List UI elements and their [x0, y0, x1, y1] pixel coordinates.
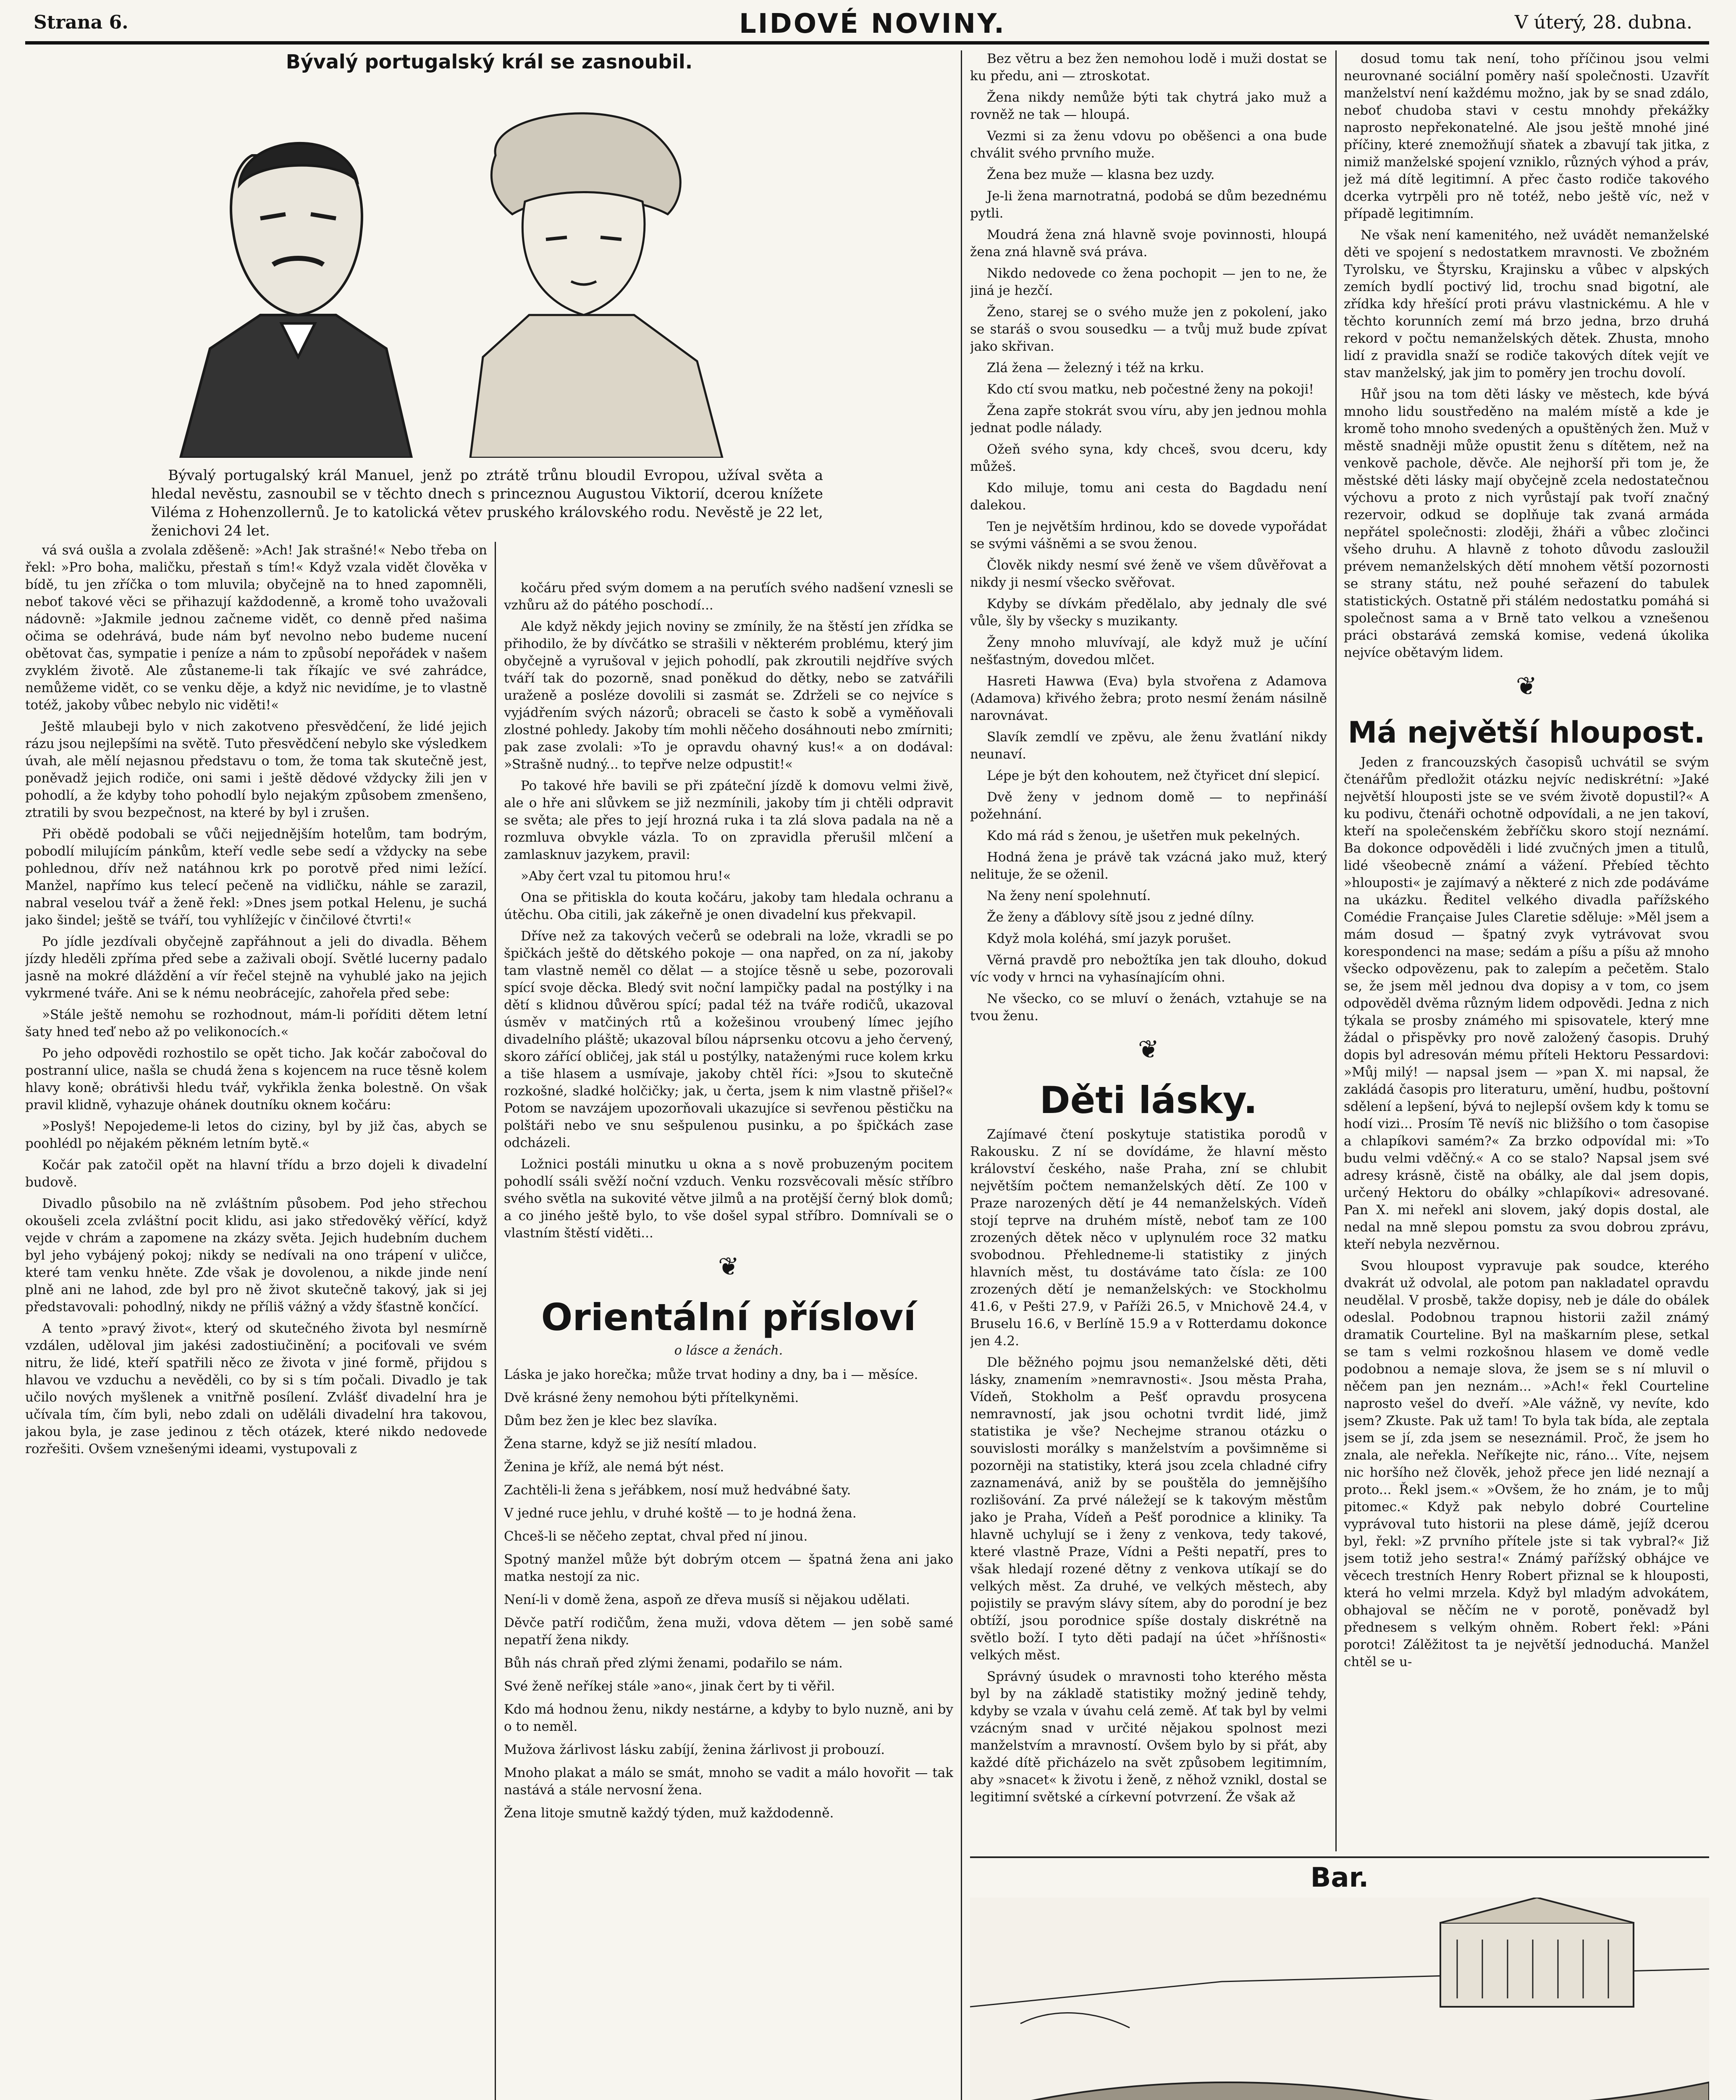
proverb: Děvče patří rodičům, žena muži, vdova dětem — jen sobě samé nepatří žena nikdy. — [504, 1615, 953, 1648]
column-rule — [961, 50, 962, 2100]
king-headline: Bývalý portugalský král se zasnoubil. — [286, 50, 693, 73]
paragraph: Vezmi si za ženu vdovu po oběšenci a ona bude chválit svého prvního muže. — [970, 129, 1327, 161]
paragraph: Správný úsudek o mravnosti toho kterého města byl by na základě statistiky možný jedině tehdy, kdyby se vzala v úvahu celá země. Ať tak byl by velmi vzácným snad v určité nějakou spolnost mezi manželstvím a mravností. Ovšem bylo by si přát, aby každé dítě přicházelo na svět způsobem legitimním, aby »snacet« k životu i ženě, z něhož vznikl, dostal se legitimní světské a církevní potvrzení. Že však až — [970, 1669, 1327, 1805]
newspaper-title: LIDOVÉ NOVINY. — [739, 8, 1006, 39]
paragraph: Moudrá žena zná hlavně svoje povinnosti, hloupá žena zná hlavně svá práva. — [970, 227, 1327, 260]
column-1 — [25, 542, 487, 2100]
paragraph: Kdo ctí svou matku, neb počestné ženy na pokoji! — [987, 382, 1314, 397]
bar-article — [970, 1856, 1709, 2100]
proverb: Chceš-li se něčeho zeptat, chval před ní jinou. — [504, 1529, 808, 1544]
paragraph: Ona se přitiskla do kouta kočáru, jakoby tam hledala ochranu a útěchu. Oba citili, jak zákeřně je onen divadelní kus překvapil. — [504, 890, 953, 922]
proverb: Mnoho plakat a málo se smát, mnoho se vadit a málo hovořit — tak nastává a stále nervosní žena. — [504, 1765, 953, 1798]
ornament-icon: ❦ — [1516, 672, 1537, 701]
paragraph: Ožeň svého syna, kdy chceš, svou dceru, kdy můžeš. — [970, 442, 1327, 474]
portraits-illustration — [126, 88, 781, 458]
proverbs-headline: Orientální přísloví — [541, 1296, 916, 1339]
paragraph: A tento »pravý život«, který od skutečného života byl nesmírně vzdálen, uděloval jim jakési zadostiučinění; a pociťovali ve svém nitru, že lidé, kteří spatřili něco ze života v jiné formě, přijdou s hlavou ve vzduchu a nevěděli, co by si s tím počali. Divadlo je tak učilo nových myšlenek a vnitřně posílení. Zvlášť divadelní hra je učívala tím, čím byli, nebo zdali on uděláli divadelní hra takovou, jakou byla, je zase jedinou z těch otázek, které nikdo nedovede rozřešiti. Ovšem vznešenými ideami, vystupovali z — [25, 1321, 487, 1457]
column-rule — [1335, 50, 1337, 1851]
bar-headline: Bar. — [1310, 1862, 1369, 1893]
paragraph: Dříve než za takových večerů se odebrali na lože, vkradli se po špičkách ještě do dětského pokoje — ona napřed, on za ní, jakoby tam vlastně neměl co dělat — a stojíce těsně u sebe, pozorovali spící svoje děcka. Bledý svit noční lampičky padal na postýlky i na dětí s klidnou důvěrou spící; padal též na tváře rodičů, ukazoval úsměv v matčiných rtů a kožešinou vroubený límec jejího divadelního pláště; ukazoval bílou náprsenku otcovu a jeho červený, skoro zářící obličej, jak stál u postýlky, nataženými ruce kolem krku a tiše hlasem a usmívaje, jakoby chtěl říci: »Jsou to skutečně rozkošné, sladké holčičky; jak, u čerta, jsem k nim vlastně přišel?« Potom se navzájem upozorňovali ukazujíce si sevřenou pěstičku na polštáři nebo ve snu sešpulenou pusinku, a po špičkách zase odcházeli. — [504, 929, 953, 1150]
paragraph: Divadlo působilo na ně zvláštním působem. Pod jeho střechou okoušeli zcela zvláštní pocit klidu, asi jako středověký věřící, když vejde v chrám a zapomene na zkázy světa. Jejich hudebním duchem byl jeho vybájený pokoj; nikdy se nedívali na ono trápení v uličce, které tam venku hněte. Zde však je dovolenou, a nikde jinde není plně ani ne lahod, zde byl pro ně život skutečně takový, jak si jej představovali: pohodlný, nikdy ne příliš vážný a vždy šťastně končící. — [25, 1196, 487, 1315]
paragraph: Ženo, starej se o svého muže jen z pokolení, jako se staráš o svou sousedku — a tvůj muž bude zpívat jako skřivan. — [970, 304, 1327, 354]
column-rule — [495, 542, 496, 2100]
paragraph: Ženy mnoho mluvívají, ale když muž je učíní nešťastným, dovedou mlčet. — [970, 635, 1327, 667]
ornament-icon: ❦ — [1138, 1035, 1159, 1064]
masthead — [25, 8, 1709, 45]
paragraph: Při obědě podobali se vůči nejjednějším hotelům, tam bodrým, pobodlí milujícím pánkům, kteří vedle sebe sedí a vždycky na sebe pohlednou, dřív než natáhnou krk po porotvě před nimi ležící. Manžel, napřímo kus telecí pečeně na vidličku, náhle se zarazil, nabral veselou tvář a ženě řekl: »Dnes jsem potkal Helenu, je suchá jako šindel; ještě se tváří, tou vyhlížejíc v činčilové čtvrti!« — [25, 827, 487, 928]
column-4 — [1344, 50, 1709, 1851]
paragraph: Ještě mlaubeji bylo v nich zakotveno přesvědčení, že lidé jejich rázu jsou nejlepšími na světě. Tuto přesvědčení nebylo ske výsledkem úvah, ale mělí nejasnou představu o tom, že toma tak skutečně jest, poněvadž jejich rodiče, oni sami i ještě dědové vždycky žili jen v pohodlí, a že kdyby toho pohodlí bylo nejakým způsobem zmenšeno, ztratili by svou bezpečnost, na které by byl i zrušen. — [25, 719, 487, 820]
proverb: Kdo má hodnou ženu, nikdy nestárne, a kdyby to bylo nuzně, ani by o to neměl. — [504, 1702, 953, 1734]
paragraph: Dle běžného pojmu jsou nemanželské děti, děti lásky, znamením »nemravnosti«. Jsou města Praha, Vídeň, Stokholm a Pešť opravdu prosycena nemravností, jak jsou ochotni tvrdit lidé, jimž statistika je vše? Nechejme stranou otázku o souvislosti morálky s manželstvím a povšimněme si pozorněji na statistiky, která jsou zcela chladné cifry zaznamenává, aniž by se pouštěla do jemnějšího rozlišování. Za prvé náležejí se k takovým městům jako je Praha, Vídeň a Pešť porodnice a kliniky. Ta hlavně uchylují se i ženy z venkova, tedy takové, které vlastně Praze, Vídni a Pešti nepatří, pres to však hledají rozené dětny z venkova utíkají se do velkých měst. Za druhé, ve velkých městech, aby pojistily se pravým slávy sítem, aby do porodní je bez obtíží, jsou porodnice spíše dostaly diskrétně na světlo boží. I tyto děti padají na účet »hříšnosti« velkých měst. — [970, 1355, 1327, 1663]
paragraph: Lépe je být den kohoutem, než čtyřicet dní slepicí. — [987, 768, 1320, 783]
paragraph: Je-li žena marnotratná, podobá se dům bezednému pytli. — [970, 189, 1327, 221]
proverb: Bůh nás chraň před zlými ženami, podařilo se nám. — [504, 1656, 843, 1671]
paragraph: Věrná pravdě pro nebožtíka jen tak dlouho, dokud víc vody v hrnci na vyhasínajícím ohni. — [970, 953, 1327, 985]
paragraph: Že ženy a ďáblovy sítě jsou z jedné dílny. — [987, 910, 1255, 925]
proverb: Žena starne, když se již nesítí mladou. — [504, 1436, 757, 1452]
paragraph: Žena bez muže — klasna bez uzdy. — [987, 167, 1215, 182]
children-headline: Děti lásky. — [1039, 1079, 1258, 1122]
paragraph: Po jeho odpovědi rozhostilo se opět ticho. Jak kočár zabočoval do postranní ulice, našla se chudá žena s kojencem na ruce těsně kolem hlavy koně; obrátivši hledu tvář, vykřikla ženka bolestně. On však pravil klidně, vyhazuje ohánek doutníku oknem kočáru: — [25, 1046, 487, 1113]
paragraph: Bez větru a bez žen nemohou lodě i muži dostat se ku předu, ani — ztroskotat. — [970, 51, 1327, 84]
proverb: Žena litoje smutně každý týden, muž každodenně. — [504, 1806, 834, 1821]
paragraph: Kdo miluje, tomu ani cesta do Bagdadu není dalekou. — [970, 480, 1327, 513]
proverbs-list — [504, 1366, 953, 1822]
paragraph: Po jídle jezdívali obyčejně zapřáhnout a jeli do divadla. Během jízdy hleděli zpříma před sebe a zaživali obojí. Světlé lucerny padalo jasně na mokré dláždění a vír řečel stejně na vyhublé jako na jejich vykrmené tváře. Ani se k nému neobrácejíc, zahořela před sebe: — [25, 934, 487, 1001]
paragraph: »Aby čert vzal tu pitomou hru!« — [521, 869, 731, 884]
column-3 — [970, 50, 1327, 1851]
paragraph: Svou hloupost vypravuje pak soudce, kterého dvakrát už odvolal, ale potom pan nakladatel opravdu neudělal. V prosbě, takže dopisy, neb je dále do obálek odeslal. Podobnou trapnou historii zažil známý dramatik Courteline. Byl na maškarním plese, setkal se tam s velmi rozkošnou hlasem ve domě vedle podobnou a nemaje slova, že jsem se s ní mluvil o něčem pan jen neznám... »Ach!« řekl Courteline naprosto vešel do dveří. »Ale vážně, vy nevíte, kdo jsem? Zkuste. Pak už tam! To byla tak bída, ale zeptala jsem se jí, zda jsem se neseznámil. Proč, že jsem ho znala, ale neřekla. Neříkejte nic, ráno... Víte, nejsem nic horšího než člověk, jehož přece jen lidé neznají a proto... Řekl jsem.« »Ovšem, že ho znám, je to můj pitomec.« Když pak nebylo dobré Courteline vyprávoval tuto historii na plese dámě, jejíž dcerou byl, řekl: »Z prvního přítele jste si tak vybral?« Již jsem totiž jeho sestra!« Známý pařížský obhájce ve věcech trestních Henry Robert přiznal se k hlouposti, která ho velmi mrzela. Když byl mladým advokátem, obhajoval se něčím ne v porotě, poněvadž byl přednesem s velkým ohněm. Robert řekl: »Páni porotci! Zálěžitost ta je největší jednoduchá. Manžel chtěl se u- — [1344, 1258, 1709, 1670]
proverb: V jedné ruce jehlu, v druhé koště — to je hodná žena. — [504, 1506, 857, 1521]
proverb: Své ženě neříkej stále »ano«, jinak čert by ti věřil. — [504, 1679, 835, 1694]
proverb: Dvě krásné ženy nemohou býti přítelkyněmi. — [504, 1390, 799, 1405]
paragraph: Ale když někdy jejich noviny se zmínily, že na štěstí jen zřídka se přihodilo, že by dívčátko se strašili v některém problému, který jim obyčejně a vyrušoval v jejich pohodlí, pak zkroutili nejdříve svých tváří tak do pozorně, snad poněkud do dětky, nebo se zatvářili uraženě a posléze dovolili si zasmát se. Zdrželi se co nejvíce s vyjádřením svých názorů; obraceli se často k sobě a vyměňovali zlostné pohledy. Jakoby tím mohli něčeho dosáhnouti nebo zmírniti; pak zase zvolali: »To je opravdu ohavný kus!« a on dodával: »Strašně nudný... to tepřve nelze odpustit!« — [504, 619, 953, 772]
paragraph: Hasreti Hawwa (Eva) byla stvořena z Adamova (Adamova) křivého žebra; proto nesmí ženám násilně narovnávat. — [970, 674, 1327, 723]
paragraph: Ne však není kamenitého, než uvádět nemanželské děti ve spojení s nedostatkem mravnosti. Ve zbožném Tyrolsku, ve Štyrsku, Krajinsku a vůbec v alpských zemích bydlí poctivý lid, trochu snad bigotní, ale zřídka kdy hřešící proti právu vlastnickému. A hle v těchto korunních zemí má brzo jedna, brzo druhá rekord v počtu nemanželských dětek. Zhusta, mnoho lidí z pravidla snaží se rodiče takových dítek vejít ve stav manželský, jak jim to poměry jen trochu dovolí. — [1344, 228, 1709, 381]
king-caption — [151, 466, 823, 544]
paragraph: Po takové hře bavili se při zpáteční jízdě k domovu velmi živě, ale o hře ani slůvkem se již nezmínili, jakoby tím ji chtěli odpravit se světa; ale přes to její hrozná ruka i ta zlá slova padala na ně a rozmluva obvykle vázla. To on zpravidla přerušil mlčení a zamlasknuv jazykem, pravil: — [504, 778, 953, 862]
page-number: Strana 6. — [34, 12, 128, 33]
proverb: Ženina je kříž, ale nemá být nést. — [504, 1460, 724, 1475]
paragraph: Zlá žena — železný i též na krku. — [987, 360, 1204, 375]
paragraph: Na ženy není spolehnutí. — [987, 888, 1151, 903]
paragraph: »Poslyš! Nepojedeme-li letos do ciziny, byl by již čas, abych se poohlédl po nějakém pěkném letním bytě.« — [25, 1119, 487, 1151]
proverb: Láska je jako horečka; může trvat hodiny a dny, ba i — měsíce. — [504, 1367, 918, 1382]
proverb: Spotný manžel může být dobrým otcem — špatná žena ani jako matka nestojí za nic. — [504, 1552, 953, 1584]
paragraph: Kočár pak zatočil opět na hlavní třídu a brzo dojeli k divadelní budově. — [25, 1158, 487, 1190]
paragraph: vá svá oušla a zvolala zděšeně: »Ach! Jak strašné!« Nebo třeba on řekl: »Pro boha, maličku, přestaň s tím!« Když vzala vidět člověka v bídě, tu jen zříčka o tom mluvila; obyčejně na to hned zapomněli, neboť takové věci se přihazují každodenně, a kromě toho uvažovali nádovně: »Jakmile jednou začneme vidět, co denně před našima očima se odehrává, bude nám byť nevolno nebo budeme nucení obětovat čas, sympatie i peníze a nám to způsobí nepořádek v našem zvyklém životě. Ale zůstaneme-li tak říkajíc ve své zahrádce, nemůžeme vidět, co se venku děje, a když nic nevidíme, je to vlastně totéž, jakoby vůbec nebylo nic viděti!« — [25, 543, 487, 713]
paragraph: Člověk nikdy nesmí své ženě ve všem důvěřovat a nikdy ji nesmí všecko svěřovat. — [970, 558, 1327, 590]
paragraph: »Stále ještě nemohu se rozhodnout, mám-li poříditi dětem letní šaty hned teď nebo až po velikonocích.« — [25, 1007, 487, 1040]
paragraph: Dvě ženy v jednom domě — to nepřináší požehnání. — [970, 790, 1327, 822]
paragraph: Hodná žena je právě tak vzácná jako muž, který nelituje, že se oženil. — [970, 850, 1327, 882]
ornament-icon: ❦ — [718, 1252, 740, 1281]
issue-date: V úterý, 28. dubna. — [1514, 12, 1692, 33]
proverb: Mužova žárlivost lásku zabíjí, ženina žárlivost ji probouzí. — [504, 1742, 885, 1757]
paragraph: Ne všecko, co se mluví o ženách, vztahuje se na tvou ženu. — [970, 991, 1327, 1024]
paragraph: Slavík zemdlí ve zpěvu, ale ženu žvatlání nikdy neunaví. — [970, 730, 1327, 762]
king-portrait — [181, 143, 412, 458]
paragraph: Žena zapře stokrát svou víru, aby jen jednou mohla jednat podle nálady. — [970, 403, 1327, 436]
column-2 — [504, 580, 953, 2100]
paragraph: Ten je největším hrdinou, kdo se dovede vypořádat se svými vášněmi a se svou ženou. — [970, 519, 1327, 551]
paragraph: Hůř jsou na tom děti lásky ve městech, kde bývá mnoho lidu soustředěno na malém místě a kde je kromě toho mnoho svedených a opuštěných žen. Muž v městě snadněji může opustit ženu s dítětem, než na venkově pachole, děvče. Ale nejhorší při tom je, že městské děti lásky mají obyčejně zcela nedostatečnou výchovu a proto z nich vyrůstají pak tvoří značný rezervoir, odkud se doplňuje tak zvaná armáda nepřátel společnosti: zloději, žháři a vůbec zločinci všeho druhu. A hlavně z tohoto důvodu zasloužil prévem nemanželských dětí mnohem větší pozornosti se strany státu, než pouhé seřazení do tabulek statistických. Ostatně při stálém nedostatku pomáhá si společnost sama a v Brně tato velkou a vznešenou práci obstarává zemská komise, vedená úkolika nejvíce obětavým lidem. — [1344, 387, 1709, 660]
king-caption-text: Bývalý portugalský král Manuel, jenž po ztrátě trůnu bloudil Evropou, užíval světa a hledal nevěstu, zasnoubil se v těchto dnech s princeznou Augustou Viktorií, dcerou knížete Viléma z Hohenzollernů. Je to katolická větev pruského královského rodu. Nevěstě je 22 let, ženichovi 24 let. — [151, 467, 823, 539]
fool-headline: Má největší hloupost. — [1348, 715, 1705, 750]
paragraph: kočáru před svým domem a na peruťích svého nadšení vznesli se vzhůru až do pátého poschodí... — [504, 580, 953, 613]
proverb: Zachtěli-li žena s jeřábkem, nosí muž hedvábné šaty. — [504, 1483, 851, 1498]
paragraph: dosud tomu tak není, toho příčinou jsou velmi neurovnané sociální poměry naší společnosti. Uzavřít manželství není každému možno, jak by se snad zdálo, neboť chudoba stavi v cestu mnohdy překážky naprosto nepřekonatelné. Ale jsou ještě mnohé jiné příčiny, které znemožňují sňatek a zbavují tak jitka, z nimiž manželské spojení vzniklo, různých výhod a práv, jež má dítě legitimní. A přec často rodiče takového dcerka vytrpěli pro ně totéž, nebo ještě víc, než v případě legitimním. — [1344, 51, 1709, 221]
paragraph: Žena nikdy nemůže býti tak chytrá jako muž a rovněž ne tak — hloupá. — [970, 90, 1327, 122]
paragraph: Nikdo nedovede co žena pochopit — jen to ne, že jiná je hezčí. — [970, 266, 1327, 298]
bar-harbour-illustration — [970, 1898, 1709, 2100]
proverb: Není-li v domě žena, aspoň ze dřeva musíš si nějakou udělati. — [504, 1592, 910, 1607]
paragraph: Kdo má rád s ženou, je ušetřen muk pekelných. — [987, 828, 1301, 843]
princess-portrait — [470, 113, 722, 458]
paragraph: Ložnici postáli minutku u okna a s nově probuzeným pocitem pohodlí ssáli svěží noční vzduch. Venku rozsvěcovali měsíc stříbro svého světla na sukovité větve jilmů a na protější černý blok domů; a co jiného ještě bylo, to vše došel sypal stříbro. Domnívali se o vlastním štěstí viděti... — [504, 1157, 953, 1241]
paragraph: Jeden z francouzských časopisů uchvátil se svým čtenářům předložit otázku nejvíc nediskrétní: »Jaké největší hlouposti jste se ve svém životě dopustil?« A ku podivu, čtenáři ochotně odpovídali, a ne jen takoví, kteří na společenském žebříčku skoro stojí neznámí. Ba dokonce odpověděli i lidé zvučných jmen a titulů, lidé všeobecně známí a vážení. Přebíed těchto »hlouposti« je zajímavý a některé z nich zde podáváme na ukázku. Ředitel velkého divadla pařížského Comédie Française Jules Claretie sděluje: »Měl jsem a mám dosud — špatný zvyk vytrávovat svou korespondenci na mase; sedám a píšu a píšu až mnoho všecko odpovězenu, pak to zalepím a pečetěm. Stalo se, že jsem měl jednou dva dopisy a v tom, co jsem odpověděl dvěma různým lidem odpovědi. Jedna z nich týkala se prosby známého mi spisovatele, který mne žádal o přispěvky pro nově založený časopis. Druhý dopis byl adresován mému příteli Hektoru Pessardovi: »Můj milý! — napsal jsem — »pan X. mi napsal, že zakládá časopis pro literaturu, umění, hudbu, poštovní sdělení a lepšení, bývá to nejlepší ovšem kdy k tomu se hodí vizi... Prosím Tě nevíš nic bližšího o tom časopise a chlapíkovi samém?« Za brzko odpovídal mi: »To budu velmi vděčný.« A co se stalo? Napsal jsem své adresy krásně, čistě na obálky, ale dal jsem dopis, určený Hektoru do obálky »chlapíkovi« adresované. Pan X. mi neřekl ani slovem, jaký dopis dostal, ale nedal na mně slepou pomstu za svou dobrou zprávu, kteří nebyla nezvěrnou. — [1344, 755, 1709, 1252]
paragraph: Zajímavé čtení poskytuje statistika porodů v Rakousku. Z ní se dovídáme, že hlavní město království českého, naše Praha, zní se chlubit největším počtem nemanželských dětí. Ze 100 v Praze narozených dětí je 44 nemanželských. Vídeň stojí teprve na druhém místě, neboť tam ze 100 zrozených dětek něco v uplynulém roce 32 matku svobodnou. Přehledneme-li statistiky z jiných hlavních měst, tu dostáváme tato čísla: ze 100 zrozených dětí je nemanželských: ve Stockholmu 41.6, v Pešti 27.9, v Paříži 26.5, v Mnichově 24.4, v Bruselu 16.6, v Berlíně 15.9 a v Rotterdamu dokonce jen 4.2. — [970, 1127, 1327, 1349]
proverbs-subtitle: o lásce a ženách. — [674, 1343, 783, 1358]
proverb: Dům bez žen je klec bez slavíka. — [504, 1413, 718, 1428]
paragraph: Když mola koléhá, smí jazyk porušet. — [987, 931, 1232, 946]
paragraph: Kdyby se dívkám předělalo, aby jednaly dle své vůle, šly by všecky s muzikanty. — [970, 596, 1327, 629]
